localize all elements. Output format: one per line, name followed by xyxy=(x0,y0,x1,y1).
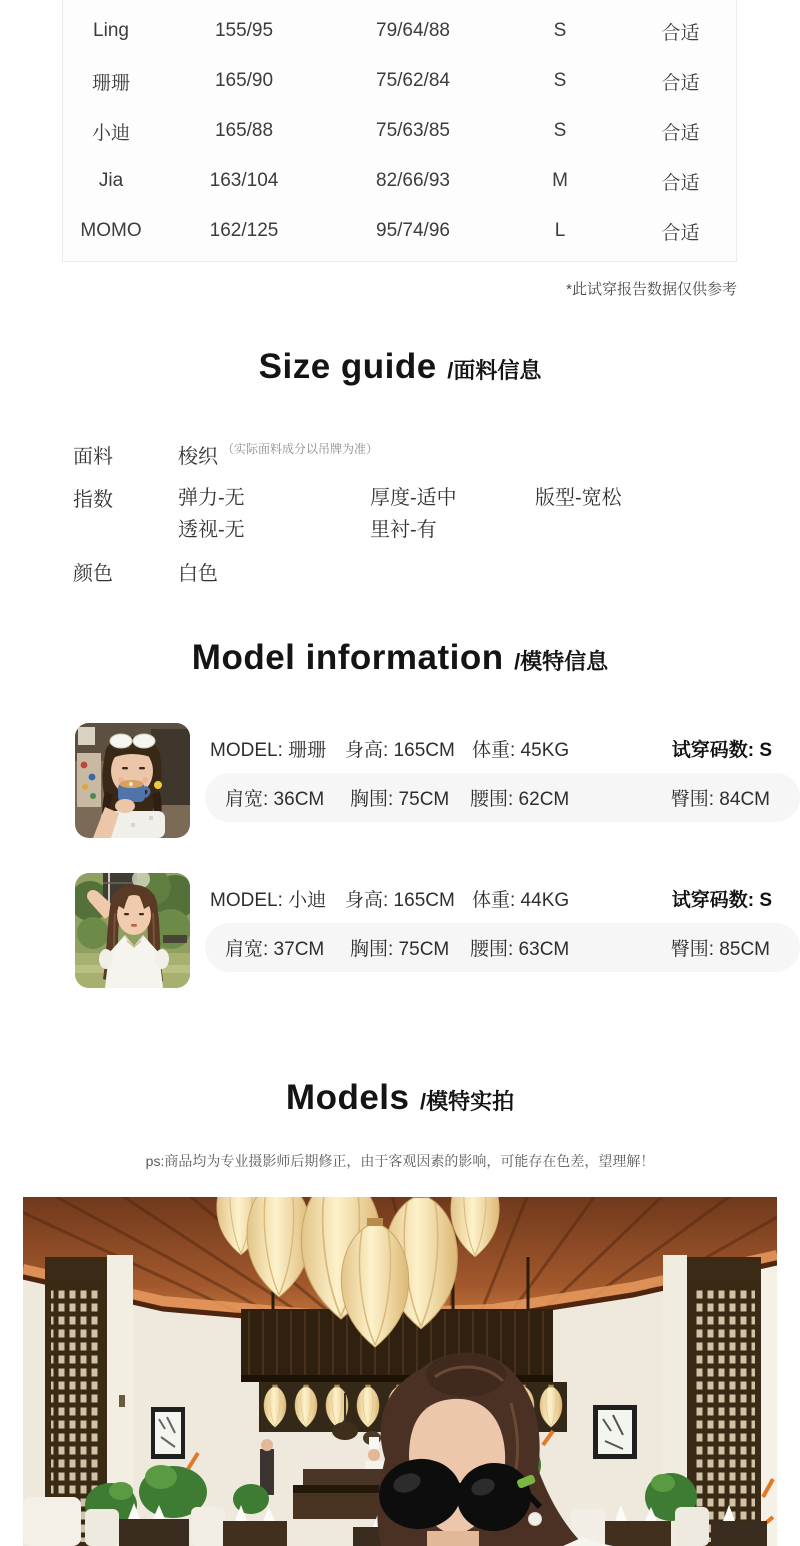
index-lining: 里衬-有 xyxy=(370,519,437,541)
tester-measurements: 82/66/93 xyxy=(376,170,450,191)
model-try-size: 试穿码数: S xyxy=(671,739,772,761)
tester-name: Jia xyxy=(98,170,124,191)
color-label: 颜色 xyxy=(73,563,113,585)
table-row xyxy=(63,206,736,256)
model-height: 身高: 165CM xyxy=(345,739,455,761)
model-photo-illustration xyxy=(75,723,190,838)
model-bust: 胸围: 75CM xyxy=(350,789,450,810)
index-values xyxy=(178,483,622,545)
model-weight: 体重: 44KG xyxy=(472,889,570,911)
table-row xyxy=(63,6,736,56)
tester-height-weight: 165/88 xyxy=(214,120,274,141)
model-name: MODEL: 珊珊 xyxy=(210,739,327,761)
model-stats-row xyxy=(205,873,800,923)
tester-measurements: 95/74/96 xyxy=(376,220,450,241)
model-lifestyle-photo[interactable] xyxy=(23,1197,777,1546)
tester-height-weight: 155/95 xyxy=(214,20,274,41)
model-info-title-zh: /模特信息 xyxy=(514,649,609,674)
tester-size: S xyxy=(553,70,567,91)
table-row xyxy=(63,56,736,106)
tester-name: MOMO xyxy=(80,220,142,241)
tester-name: 珊珊 xyxy=(91,72,130,94)
table-row xyxy=(63,156,736,206)
model-waist: 腰围: 63CM xyxy=(470,939,570,960)
model-details xyxy=(205,723,800,838)
model-card xyxy=(75,873,800,988)
color-row xyxy=(73,557,800,586)
tester-height-weight: 162/125 xyxy=(209,220,279,241)
fabric-label: 面料 xyxy=(73,446,113,468)
model-shoulder: 肩宽: 36CM xyxy=(225,789,325,810)
tester-height-weight: 165/90 xyxy=(214,70,274,91)
model-waist: 腰围: 62CM xyxy=(470,789,570,810)
models-title-zh: /模特实拍 xyxy=(419,1089,515,1114)
model-height: 身高: 165CM xyxy=(345,889,455,911)
tester-measurements: 75/63/85 xyxy=(376,120,450,141)
model-measurements-pill xyxy=(205,773,800,822)
model-info-heading xyxy=(0,636,800,687)
tester-fit: 合适 xyxy=(661,72,700,94)
index-fit-type: 版型-宽松 xyxy=(535,487,622,509)
index-elasticity: 弹力-无 xyxy=(178,487,245,509)
tester-fit: 合适 xyxy=(661,222,700,244)
models-heading xyxy=(0,1076,800,1127)
model-hip: 臀围: 84CM xyxy=(670,789,770,810)
model-photo-illustration xyxy=(75,873,190,988)
model-photo[interactable] xyxy=(75,873,190,988)
model-try-size: 试穿码数: S xyxy=(671,889,772,911)
fabric-value: 梭织 xyxy=(178,446,218,468)
tester-fit: 合适 xyxy=(661,172,700,194)
model-shoulder: 肩宽: 37CM xyxy=(225,939,325,960)
tester-measurements: 79/64/88 xyxy=(376,20,450,41)
color-difference-note: ps:商品均为专业摄影师后期修正，由于客观因素的影响，可能存在色差，望理解！ xyxy=(145,1153,655,1169)
model-measurements-pill xyxy=(205,923,800,972)
model-card xyxy=(75,723,800,838)
size-guide-title-en: Size guide xyxy=(258,347,437,386)
index-thickness: 厚度-适中 xyxy=(370,487,457,509)
tester-size: L xyxy=(554,220,566,241)
fabric-row xyxy=(73,440,800,469)
tester-fit: 合适 xyxy=(661,122,700,144)
model-weight: 体重: 45KG xyxy=(472,739,570,761)
table-row xyxy=(63,106,736,156)
index-row xyxy=(73,483,800,545)
tester-size: S xyxy=(553,120,567,141)
fabric-info xyxy=(73,440,800,586)
pearl-earring xyxy=(529,1513,542,1526)
index-label: 指数 xyxy=(73,489,113,511)
models-title-en: Models xyxy=(285,1078,410,1117)
tester-fit: 合适 xyxy=(661,22,700,44)
tester-height-weight: 163/104 xyxy=(209,170,279,191)
index-sheerness: 透视-无 xyxy=(178,519,245,541)
model-photo[interactable] xyxy=(75,723,190,838)
tester-size: S xyxy=(553,20,567,41)
tester-size: M xyxy=(552,170,568,191)
tester-name: 小迪 xyxy=(91,122,130,144)
fit-report-table xyxy=(62,0,737,262)
model-bust: 胸围: 75CM xyxy=(350,939,450,960)
size-guide-title-zh: /面料信息 xyxy=(447,358,542,383)
wall-art-right xyxy=(593,1405,637,1459)
model-name: MODEL: 小迪 xyxy=(210,889,327,911)
size-guide-heading xyxy=(0,345,800,396)
fit-report-disclaimer: *此试穿报告数据仅供参考 xyxy=(566,281,737,298)
model-stats-row xyxy=(205,723,800,773)
color-value: 白色 xyxy=(178,563,218,585)
model-details xyxy=(205,873,800,988)
fabric-note: （实际面料成分以吊牌为准） xyxy=(222,442,379,456)
tester-measurements: 75/62/84 xyxy=(376,70,450,91)
restaurant-scene xyxy=(23,1197,777,1546)
model-hip: 臀围: 85CM xyxy=(670,939,770,960)
model-info-title-en: Model information xyxy=(191,638,504,677)
tester-name: Ling xyxy=(93,20,129,41)
